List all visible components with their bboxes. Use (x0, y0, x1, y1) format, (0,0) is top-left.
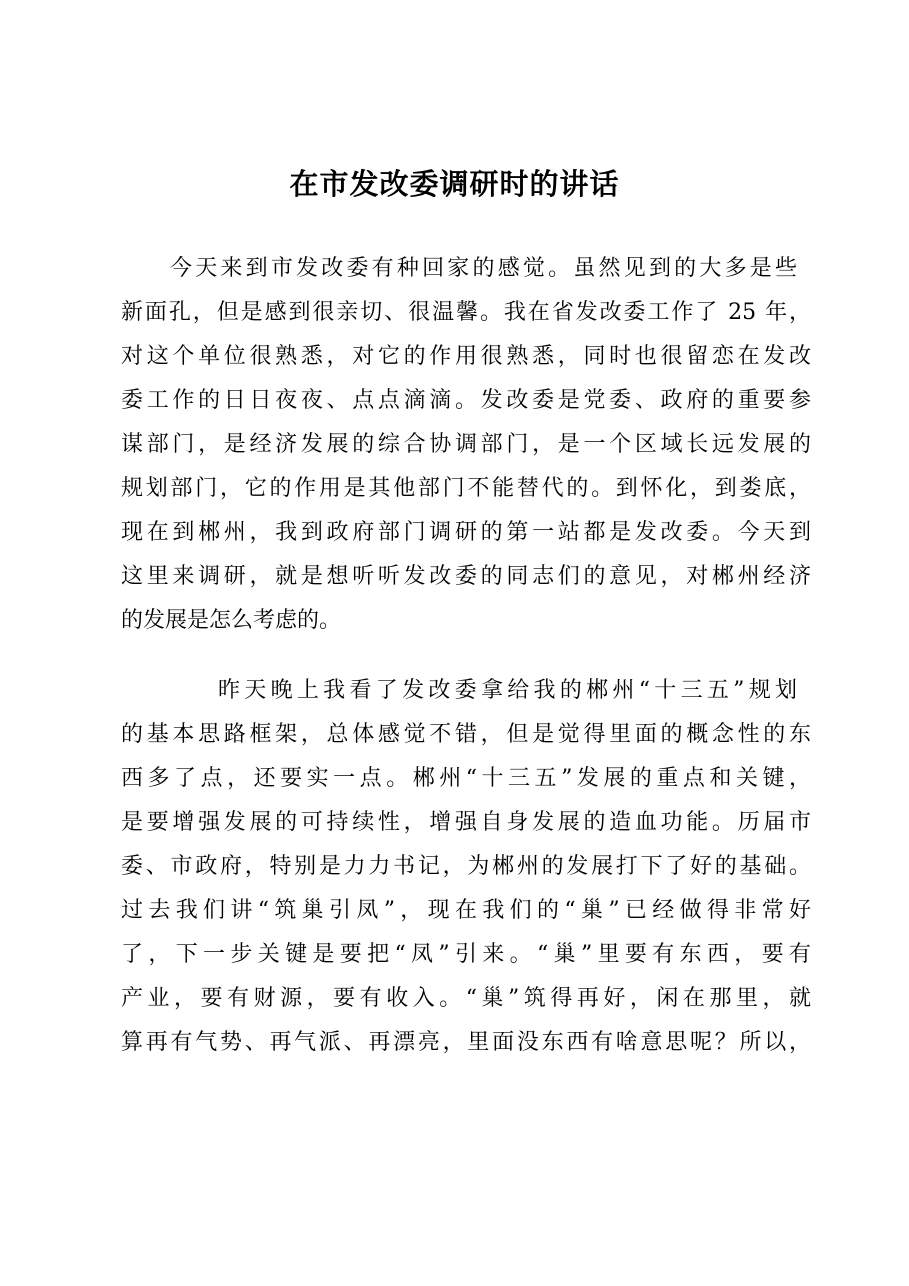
paragraph-2-line-1: 昨天晚上我看了发改委拿给我的郴州“十三五”规划 (218, 678, 797, 703)
paragraph-1-line-2: 新面孔，但是感到很亲切、很温馨。我在省发改委工作了 25 年， (121, 300, 811, 325)
paragraph-1-line-9: 的发展是怎么考虑的。 (121, 608, 342, 633)
paragraph-2-line-6: 过去我们讲“筑巢引凤”，现在我们的“巢”已经做得非常好 (121, 898, 811, 923)
paragraph-2-line-2: 的基本思路框架，总体感觉不错，但是觉得里面的概念性的东 (121, 722, 811, 747)
paragraph-1-line-1: 今天来到市发改委有种回家的感觉。虽然见到的大多是些 (170, 256, 797, 281)
paragraph-1-line-8: 这里来调研，就是想听听发改委的同志们的意见，对郴州经济 (121, 564, 811, 589)
paragraph-2-line-5: 委、市政府，特别是力力书记，为郴州的发展打下了好的基础。 (121, 854, 811, 879)
paragraph-2-line-4: 是要增强发展的可持续性，增强自身发展的造血功能。历届市 (121, 810, 811, 835)
paragraph-1-line-3: 对这个单位很熟悉，对它的作用很熟悉，同时也很留恋在发改 (121, 344, 811, 369)
paragraph-2-line-9: 算再有气势、再气派、再漂亮，里面没东西有啥意思呢？所以， (121, 1030, 811, 1055)
paragraph-1-line-5: 谋部门，是经济发展的综合协调部门，是一个区域长远发展的 (121, 432, 811, 457)
paragraph-1-line-6: 规划部门，它的作用是其他部门不能替代的。到怀化，到娄底， (121, 476, 811, 501)
paragraph-1-line-7: 现在到郴州，我到政府部门调研的第一站都是发改委。今天到 (121, 520, 811, 545)
paragraph-2-line-7: 了，下一步关键是要把“凤”引来。“巢”里要有东西，要有 (121, 942, 811, 967)
document-title: 在市发改委调研时的讲话 (289, 167, 620, 201)
paragraph-2-line-8: 产业，要有财源，要有收入。“巢”筑得再好，闲在那里，就 (121, 986, 811, 1011)
paragraph-1-line-4: 委工作的日日夜夜、点点滴滴。发改委是党委、政府的重要参 (121, 388, 811, 413)
paragraph-2-line-3: 西多了点，还要实一点。郴州“十三五”发展的重点和关键， (121, 766, 811, 791)
